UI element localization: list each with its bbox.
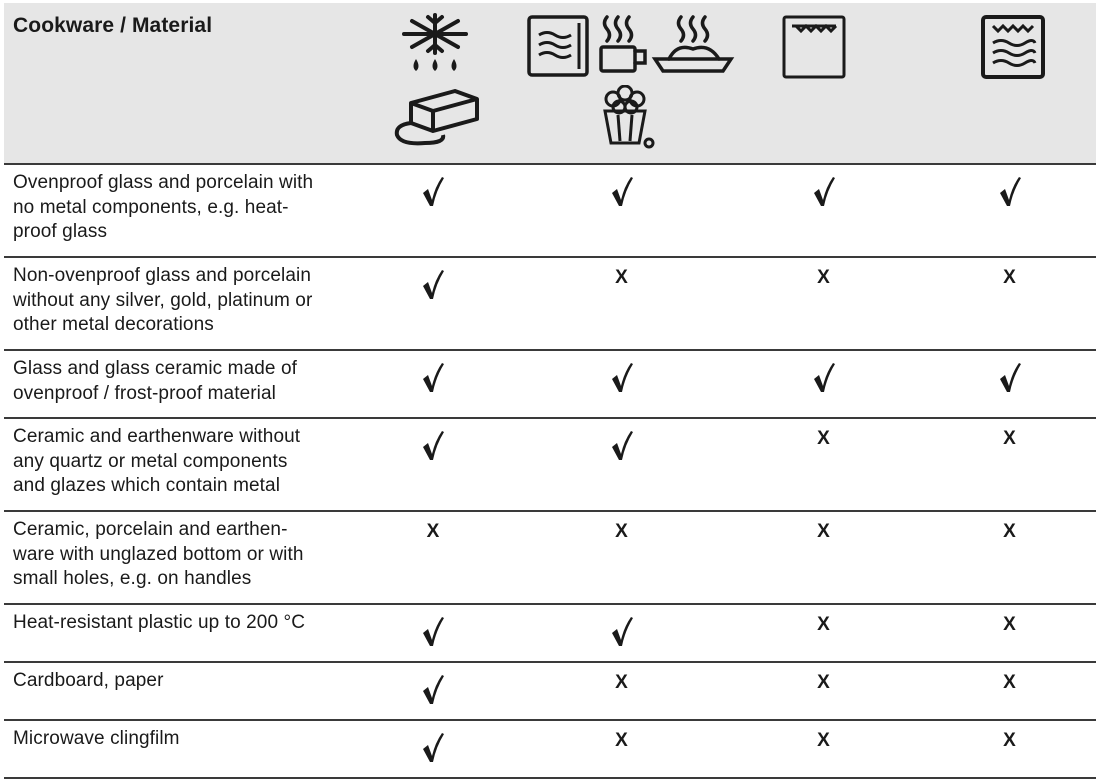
row-label-line: without any silver, gold, platinum or xyxy=(13,289,313,311)
row-label xyxy=(4,258,347,349)
hot-cup-icon xyxy=(597,13,653,75)
cross-mark: X xyxy=(817,672,830,693)
row-cell xyxy=(724,165,923,256)
check-mark-icon xyxy=(347,268,519,300)
cross-mark: X xyxy=(1003,730,1016,751)
melting-butter-icon xyxy=(391,87,481,149)
row-cell xyxy=(923,721,1096,777)
check-mark-icon xyxy=(347,175,519,207)
cookware-table xyxy=(4,3,1096,779)
table-row xyxy=(4,512,1096,605)
row-label-line: any quartz or metal components xyxy=(13,450,288,472)
row-label-line: Heat-resistant plastic up to 200 °C xyxy=(13,612,306,633)
row-cell xyxy=(519,258,724,349)
row-label-line: ovenproof / frost-proof material xyxy=(13,382,276,404)
cross-mark: X xyxy=(615,521,628,542)
row-label xyxy=(4,721,347,777)
check-mark-icon xyxy=(923,175,1096,207)
row-label-line: Ovenproof glass and porcelain with xyxy=(13,172,314,193)
row-label-line: Cardboard, paper xyxy=(13,670,164,691)
check-mark-icon xyxy=(724,361,923,393)
check-mark-icon xyxy=(923,361,1096,393)
row-label-line: Ceramic and earthenware without xyxy=(13,426,301,447)
row-label-line: ware with unglazed bottom or with xyxy=(13,543,304,565)
check-mark-icon xyxy=(347,673,519,705)
row-label-line: other metal decorations xyxy=(13,314,214,335)
cross-mark: X xyxy=(426,521,440,542)
row-cell xyxy=(923,258,1096,349)
row-label-line: Non-ovenproof glass and porcelain xyxy=(13,265,311,286)
cross-mark: X xyxy=(1003,428,1016,449)
row-cell xyxy=(923,165,1096,256)
row-cell xyxy=(519,605,724,661)
row-label-line: Glass and glass ceramic made of xyxy=(13,358,297,379)
row-label xyxy=(4,512,347,603)
row-cell xyxy=(724,258,923,349)
row-cell xyxy=(347,512,519,603)
cross-mark: X xyxy=(817,428,830,449)
row-cell xyxy=(347,419,519,510)
row-cell xyxy=(347,605,519,661)
row-label xyxy=(4,165,347,256)
row-cell xyxy=(724,721,923,777)
row-cell xyxy=(923,351,1096,417)
popcorn-icon xyxy=(599,85,655,149)
row-cell xyxy=(724,351,923,417)
cross-mark: X xyxy=(615,672,628,693)
row-label-line: Ceramic, porcelain and earthen- xyxy=(13,519,288,540)
row-cell xyxy=(519,165,724,256)
cross-mark: X xyxy=(817,730,830,751)
table-row xyxy=(4,663,1096,721)
check-mark-icon xyxy=(519,361,724,393)
microwave-icon xyxy=(527,15,589,77)
steaming-dish-icon xyxy=(651,13,735,79)
grill-icon xyxy=(782,15,846,79)
row-label-line: small holes, e.g. on handles xyxy=(13,568,252,589)
check-mark-icon xyxy=(347,429,519,461)
check-mark-icon xyxy=(724,175,923,207)
cross-mark: X xyxy=(615,730,628,751)
row-cell xyxy=(347,351,519,417)
table-row xyxy=(4,721,1096,779)
row-cell xyxy=(347,721,519,777)
header-col-defrost xyxy=(347,3,519,163)
check-mark-icon xyxy=(519,615,724,647)
row-label-line: proof glass xyxy=(13,221,108,242)
row-label xyxy=(4,419,347,510)
check-mark-icon xyxy=(519,429,724,461)
cross-mark: X xyxy=(1003,614,1016,635)
row-cell xyxy=(519,351,724,417)
cross-mark: X xyxy=(1003,672,1016,693)
cross-mark: X xyxy=(817,267,830,288)
row-cell xyxy=(347,258,519,349)
cross-mark: X xyxy=(817,614,830,635)
check-mark-icon xyxy=(519,175,724,207)
defrost-snowflake-icon xyxy=(400,13,470,79)
header-label: Cookware / Material xyxy=(13,14,213,37)
row-label xyxy=(4,663,347,719)
row-label-line: no metal components, e.g. heat- xyxy=(13,196,289,218)
table-row xyxy=(4,419,1096,512)
table-header-row xyxy=(4,3,1096,165)
table-body xyxy=(4,165,1096,779)
row-cell xyxy=(724,512,923,603)
combi-grill-microwave-icon xyxy=(981,15,1045,79)
row-cell xyxy=(724,605,923,661)
check-mark-icon xyxy=(347,731,519,763)
row-cell xyxy=(724,663,923,719)
table-row xyxy=(4,351,1096,419)
cross-mark: X xyxy=(615,267,628,288)
cross-mark: X xyxy=(1003,521,1016,542)
row-cell xyxy=(923,663,1096,719)
row-cell xyxy=(519,721,724,777)
row-label-line: Microwave clingfilm xyxy=(13,728,180,749)
row-cell xyxy=(519,512,724,603)
header-col-microwave xyxy=(519,3,724,163)
header-col-grill xyxy=(724,3,923,163)
table-row xyxy=(4,165,1096,258)
cross-mark: X xyxy=(817,521,830,542)
row-cell xyxy=(347,165,519,256)
row-cell xyxy=(923,512,1096,603)
cross-mark: X xyxy=(1003,267,1016,288)
row-label xyxy=(4,351,347,417)
check-mark-icon xyxy=(347,615,519,647)
row-label-line: and glazes which contain metal xyxy=(13,475,281,496)
check-mark-icon xyxy=(347,361,519,393)
row-cell xyxy=(724,419,923,510)
row-cell xyxy=(923,419,1096,510)
row-cell xyxy=(519,663,724,719)
row-cell xyxy=(519,419,724,510)
header-col-combi xyxy=(923,3,1096,163)
row-cell xyxy=(923,605,1096,661)
row-label xyxy=(4,605,347,661)
table-row xyxy=(4,258,1096,351)
row-cell xyxy=(347,663,519,719)
table-row xyxy=(4,605,1096,663)
